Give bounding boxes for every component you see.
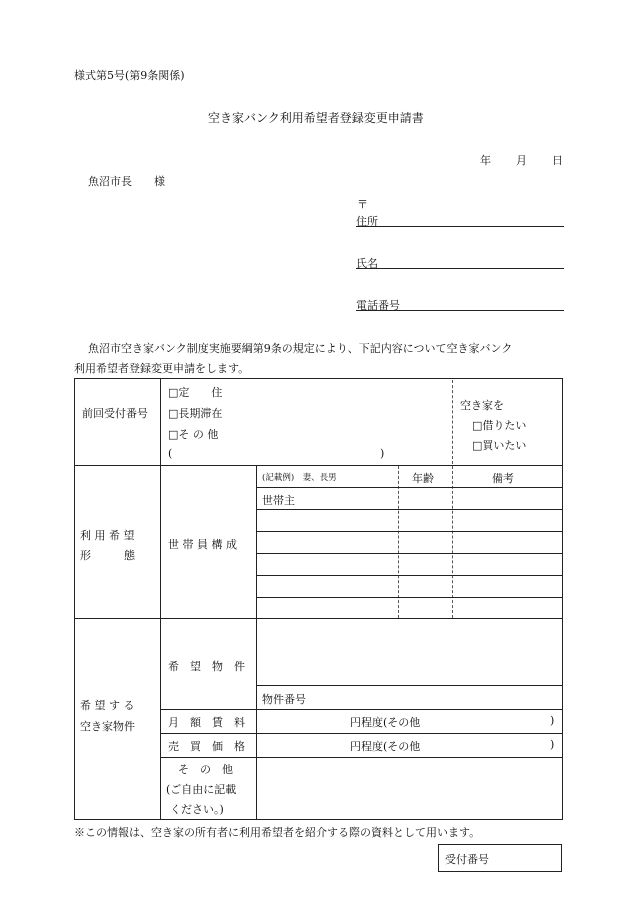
rent-close-paren: ) — [550, 714, 555, 727]
option-buy[interactable]: □買いたい — [472, 439, 527, 452]
household-row-input[interactable] — [258, 599, 396, 617]
name-label: 氏名 — [356, 257, 378, 270]
desired-item-label: 希 望 物 件 — [168, 660, 245, 673]
rent-label: 月 額 賃 料 — [168, 716, 245, 729]
paren-close: ) — [380, 447, 385, 460]
document-title: 空き家バンク利用希望者登録変更申請書 — [208, 111, 424, 125]
head-of-household: 世帯主 — [262, 494, 295, 507]
col-remarks: 備考 — [492, 472, 514, 485]
phone-label: 電話番号 — [356, 299, 400, 312]
other-label-line3: ください。) — [170, 803, 224, 816]
addressee: 魚沼市長 様 — [88, 175, 165, 188]
date-day: 日 — [552, 154, 563, 167]
usage-form-label-line1: 利 用 希 望 — [80, 529, 135, 542]
body-text-line2: 利用希望者登録変更申請をします。 — [74, 362, 250, 375]
household-row-input[interactable] — [258, 511, 396, 529]
desired-property-label-line1: 希 望 す る — [80, 699, 135, 712]
household-row-input[interactable] — [258, 555, 396, 573]
previous-reception-label: 前回受付番号 — [82, 407, 148, 420]
form-number: 様式第5号(第9条関係) — [74, 69, 185, 82]
example-note: (記載例) 妻、長男 — [262, 473, 337, 483]
desired-item-input[interactable] — [258, 620, 560, 683]
address-field[interactable] — [356, 212, 564, 227]
household-row-input[interactable] — [258, 533, 396, 551]
other-label-line2: (ご自由に記載 — [166, 783, 237, 796]
reception-number-box[interactable] — [438, 844, 562, 872]
footer-note: ※この情報は、空き家の所有者に利用希望者を紹介する際の資料として用います。 — [74, 826, 481, 839]
name-field[interactable] — [356, 254, 564, 269]
option-other[interactable]: □そ の 他 — [168, 428, 219, 441]
col-age: 年齢 — [412, 472, 434, 485]
date-year: 年 — [480, 154, 491, 167]
body-text-line1: 魚沼市空き家バンク制度実施要綱第9条の規定により、下記内容について空き家バンク — [88, 342, 513, 355]
household-label: 世 帯 員 構 成 — [168, 538, 237, 551]
paren-open: ( — [168, 447, 173, 460]
reception-number-label: 受付番号 — [445, 853, 489, 866]
household-row-input[interactable] — [258, 577, 396, 595]
option-settle[interactable]: □定 住 — [168, 386, 223, 399]
option-rent[interactable]: □借りたい — [472, 419, 527, 432]
sale-label: 売 買 価 格 — [168, 740, 245, 753]
other-label-line1: そ の 他 — [178, 763, 233, 776]
option-long-stay[interactable]: □長期滞在 — [168, 407, 223, 420]
date-month: 月 — [516, 154, 527, 167]
sale-value: 円程度(その他 — [350, 740, 421, 753]
postal-mark: 〒 — [357, 198, 368, 211]
property-number-label: 物件番号 — [262, 693, 306, 706]
desired-property-label-line2: 空き家物件 — [80, 720, 135, 733]
usage-form-label-line2: 形 態 — [80, 549, 135, 562]
address-label: 住所 — [356, 215, 378, 228]
akiya-label: 空き家を — [460, 399, 504, 412]
other-input[interactable] — [258, 759, 560, 817]
rent-value: 円程度(その他 — [350, 716, 421, 729]
sale-close-paren: ) — [550, 738, 555, 751]
